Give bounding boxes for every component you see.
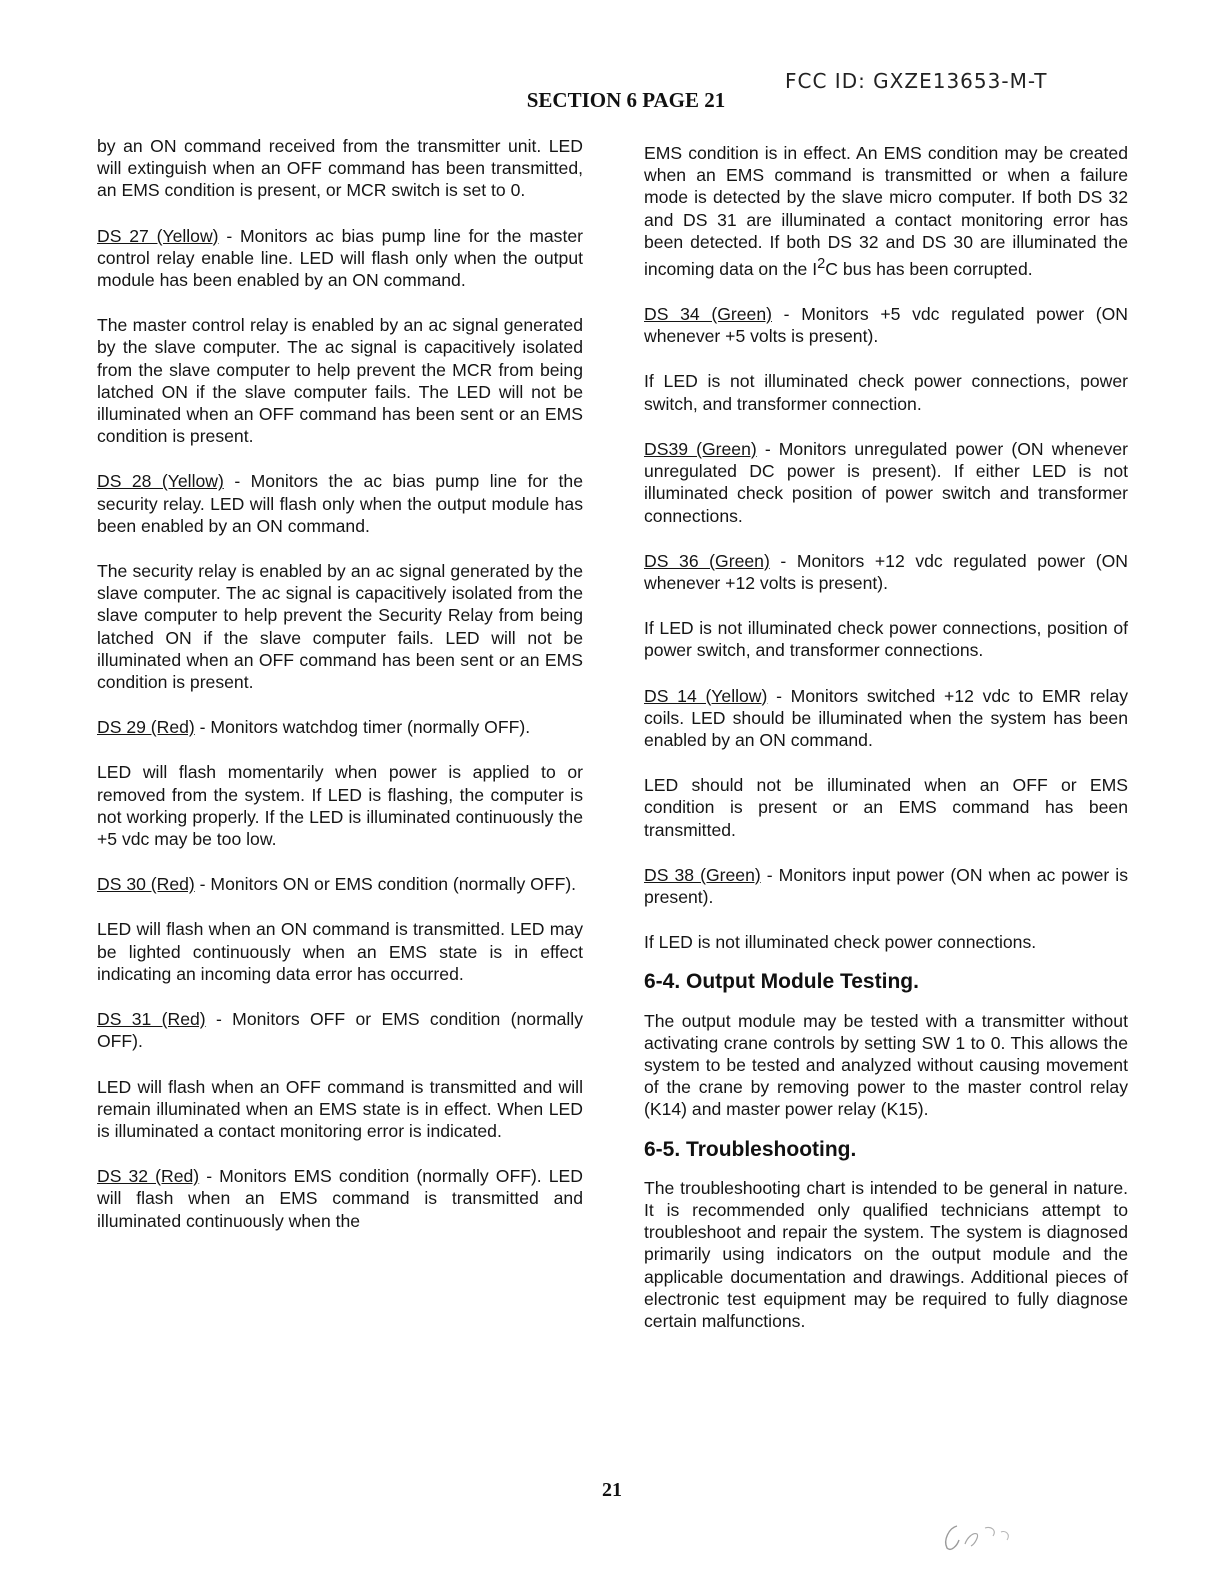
ds34-entry: [644, 303, 1128, 347]
left-column: [97, 135, 583, 1255]
ds36-label: DS 36 (Green): [644, 550, 770, 571]
page-number: 21: [602, 1479, 622, 1501]
ds28-label: DS 28 (Yellow): [97, 471, 224, 492]
ds36-description: - Monitors +12 vdc regulated power (ON whenever +12 volts is present).: [644, 550, 1129, 593]
ds32-label: DS 32 (Red): [97, 1166, 200, 1187]
ds29-description: - Monitors watchdog timer (normally OFF).: [194, 717, 531, 738]
ds28-entry: [97, 470, 583, 537]
heading-troubleshooting: 6-5. Troubleshooting.: [644, 1137, 857, 1161]
ds34-label: DS 34 (Green): [644, 304, 772, 325]
ds39-description: - Monitors unregulated power (ON whenever unregulated DC power is present). If either LED is not illuminated check position of power switch and transformer connections.: [644, 438, 1129, 526]
ems-superscript: 2: [817, 256, 826, 273]
right-column: [644, 142, 1128, 1355]
ds30-entry: [97, 873, 583, 895]
paragraph-watchdog: LED will flash momentarily when power is applied to or removed from the system. If LED is flashing, the computer is not working properly. If the LED is illuminated continuously the +5 vdc may be too low.: [97, 762, 583, 850]
paragraph-ds36: If LED is not illuminated check power connections, position of power switch, and transformer connections.: [644, 618, 1128, 661]
ems-text-a: EMS condition is in effect. An EMS condition may be created when an EMS command is transmitted or when a failure mode is detected by the slave micro computer. If both DS 32 and DS 31 are illuminated a contact monitoring error has been detected. If both DS 32 and DS 30 are illuminated the incoming data on the I: [644, 143, 1128, 279]
ds14-entry: [644, 685, 1128, 752]
ds29-label: DS 29 (Red): [97, 717, 195, 738]
paragraph-led-on: by an ON command received from the transmitter unit. LED will extinguish when an OFF command has been transmitted, an EMS condition is present, or MCR switch is set to 0.: [97, 136, 583, 201]
ds27-entry: [97, 225, 583, 292]
handwritten-mark-icon: [935, 1518, 1025, 1558]
ds39-entry: [644, 438, 1128, 527]
ds14-description: - Monitors switched +12 vdc to EMR relay coils. LED should be illuminated when the system has been enabled by an ON command.: [644, 685, 1128, 750]
ds38-label: DS 38 (Green): [644, 864, 761, 885]
ds34-description: - Monitors +5 vdc regulated power (ON whenever +5 volts is present).: [644, 304, 1128, 347]
ds30-description: - Monitors ON or EMS condition (normally OFF).: [194, 874, 577, 895]
ds27-description: - Monitors ac bias pump line for the master control relay enable line. LED will flash only when the output module has been enabled by an ON command.: [97, 225, 584, 291]
ds36-entry: [644, 550, 1128, 594]
ds38-entry: [644, 864, 1128, 908]
paragraph-output-module-testing: The output module may be tested with a transmitter without activating crane controls by setting SW 1 to 0. This allows the system to be tested and analyzed without causing movement of the crane by removing power to the master control relay (K14) and master power relay (K15).: [644, 1010, 1128, 1120]
ems-text-b: C bus has been corrupted.: [825, 258, 1033, 279]
ds32-entry: [97, 1165, 583, 1232]
paragraph-security-relay: The security relay is enabled by an ac signal generated by the slave computer. The ac signal is capacitively isolated from the slave computer to help prevent the Security Relay from being latched ON if the slave computer fails. LED will not be illuminated when an OFF command has been sent or an EMS condition is present.: [97, 561, 583, 693]
ds31-entry: [97, 1008, 583, 1052]
heading-output-module-testing: 6-4. Output Module Testing.: [644, 970, 919, 994]
paragraph-ds14: LED should not be illuminated when an OFF or EMS condition is present or an EMS command has been transmitted.: [644, 775, 1128, 840]
paragraph-troubleshooting: The troubleshooting chart is intended to be general in nature. It is recommended only qualified technicians attempt to troubleshoot and repair the system. The system is diagnosed primarily using indicators on the output module and the applicable documentation and drawings. Additional pieces of electronic test equipment may be required to fully diagnose certain malfunctions.: [644, 1177, 1128, 1331]
paragraph-ds34: If LED is not illuminated check power connections, power switch, and transformer connection.: [644, 371, 1128, 414]
ds31-description: - Monitors OFF or EMS condition (normally OFF).: [97, 1009, 584, 1052]
ds27-label: DS 27 (Yellow): [97, 225, 219, 246]
ds28-description: - Monitors the ac bias pump line for the security relay. LED will flash only when the output module has been enabled by an ON command.: [97, 471, 583, 536]
ds14-label: DS 14 (Yellow): [644, 685, 768, 706]
paragraph-ds38: If LED is not illuminated check power connections.: [644, 932, 1037, 953]
fcc-id: FCC ID: GXZE13653-M-T: [785, 69, 1048, 93]
paragraph-ems-condition: [644, 142, 1128, 280]
paragraph-master-control-relay: The master control relay is enabled by an ac signal generated by the slave computer. The ac signal is capacitively isolated from the slave computer to help prevent the MCR from being latched ON if the slave computer fails. The LED will not be illuminated when an OFF command has been sent or an EMS condition is present.: [97, 315, 583, 447]
ds30-label: DS 30 (Red): [97, 874, 195, 895]
ds29-entry: [97, 716, 583, 738]
ds32-description: - Monitors EMS condition (normally OFF). LED will flash when an EMS command is transmitted and illuminated continuously when the: [97, 1166, 583, 1231]
ds39-label: DS39 (Green): [644, 438, 757, 459]
paragraph-ds31: LED will flash when an OFF command is transmitted and will remain illuminated when an EMS state is in effect. When LED is illuminated a contact monitoring error is indicated.: [97, 1076, 583, 1141]
section-title: SECTION 6 PAGE 21: [526, 88, 726, 112]
ds31-label: DS 31 (Red): [97, 1009, 206, 1030]
paragraph-ds30: LED will flash when an ON command is transmitted. LED may be lighted continuously when an EMS state is in effect indicating an incoming data error has occurred.: [97, 919, 583, 984]
ds38-description: - Monitors input power (ON when ac power is present).: [644, 864, 1128, 907]
